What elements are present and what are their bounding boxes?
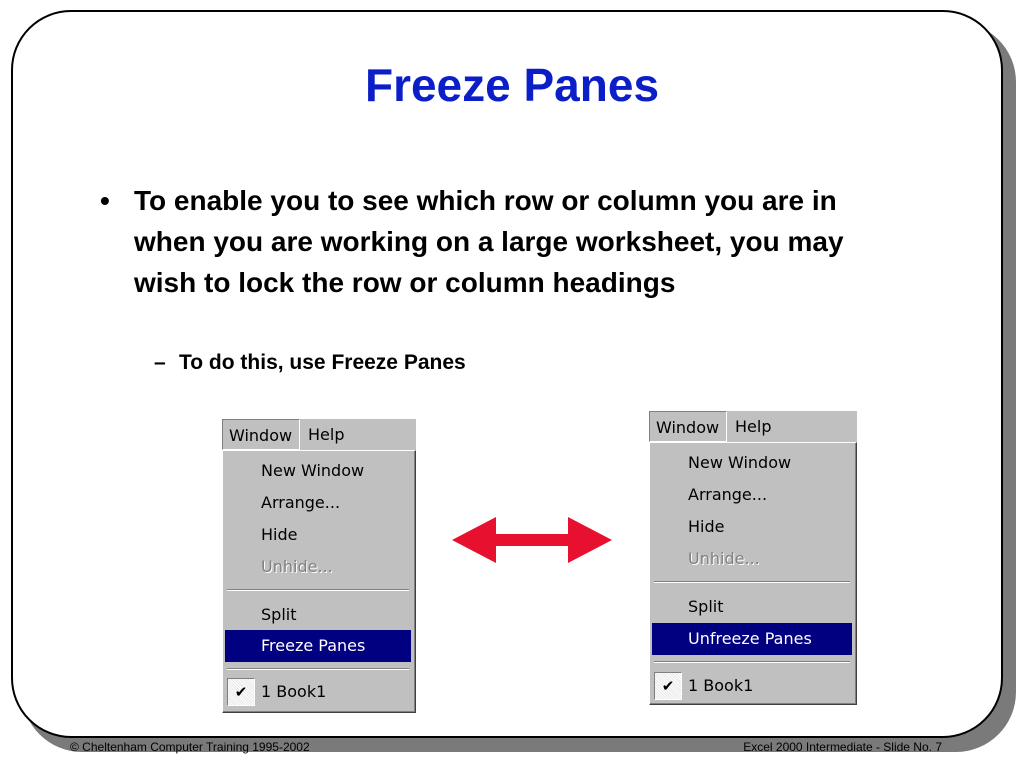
slide-title: Freeze Panes [364, 59, 660, 111]
menu-item-book1[interactable]: 1 Book1 [261, 682, 327, 701]
menu-item-arrange[interactable]: Arrange... [688, 485, 768, 504]
sub-bullet-text: To do this, use Freeze Panes [179, 351, 466, 374]
menu-help[interactable]: Help [308, 425, 345, 444]
menu-item-hide[interactable]: Hide [688, 517, 725, 536]
check-icon: ✔ [654, 672, 682, 700]
double-arrow-icon [452, 515, 612, 565]
double-arrow-shape [452, 517, 612, 563]
menu-item-freeze-panes[interactable]: Freeze Panes [225, 630, 411, 662]
menubar [649, 411, 857, 442]
menu-separator [654, 581, 850, 583]
sub-bullet-marker: – [154, 351, 166, 374]
menu-item-new-window[interactable]: New Window [261, 461, 365, 480]
window-menu-left [222, 419, 416, 713]
menu-separator [227, 668, 409, 670]
menu-item-split[interactable]: Split [261, 605, 297, 624]
menu-separator [227, 589, 409, 591]
menu-item-book1[interactable]: 1 Book1 [688, 676, 754, 695]
menu-item-new-window[interactable]: New Window [688, 453, 792, 472]
menu-separator [654, 661, 850, 663]
menubar [222, 419, 416, 450]
menu-window[interactable]: Window [222, 419, 300, 450]
bullet-marker: • [100, 185, 110, 216]
bullet-text: To enable you to see which row or column you are in when you are working on a large worksheet, you may wish to lock the row or column headings [134, 185, 844, 298]
menu-window[interactable]: Window [649, 411, 727, 442]
menu-item-unfreeze-panes[interactable]: Unfreeze Panes [652, 623, 852, 655]
check-icon: ✔ [227, 678, 255, 706]
menu-help[interactable]: Help [735, 417, 772, 436]
menu-item-hide[interactable]: Hide [261, 525, 298, 544]
menu-item-unhide: Unhide... [688, 549, 760, 568]
footer-slide-number: Excel 2000 Intermediate - Slide No. 7 [743, 740, 942, 754]
window-dropdown [222, 450, 416, 713]
menu-item-arrange[interactable]: Arrange... [261, 493, 341, 512]
window-menu-right [649, 411, 857, 705]
footer-copyright: © Cheltenham Computer Training 1995-2002 [70, 740, 310, 754]
window-dropdown [649, 442, 857, 705]
menu-item-unhide: Unhide... [261, 557, 333, 576]
menu-item-split[interactable]: Split [688, 597, 724, 616]
